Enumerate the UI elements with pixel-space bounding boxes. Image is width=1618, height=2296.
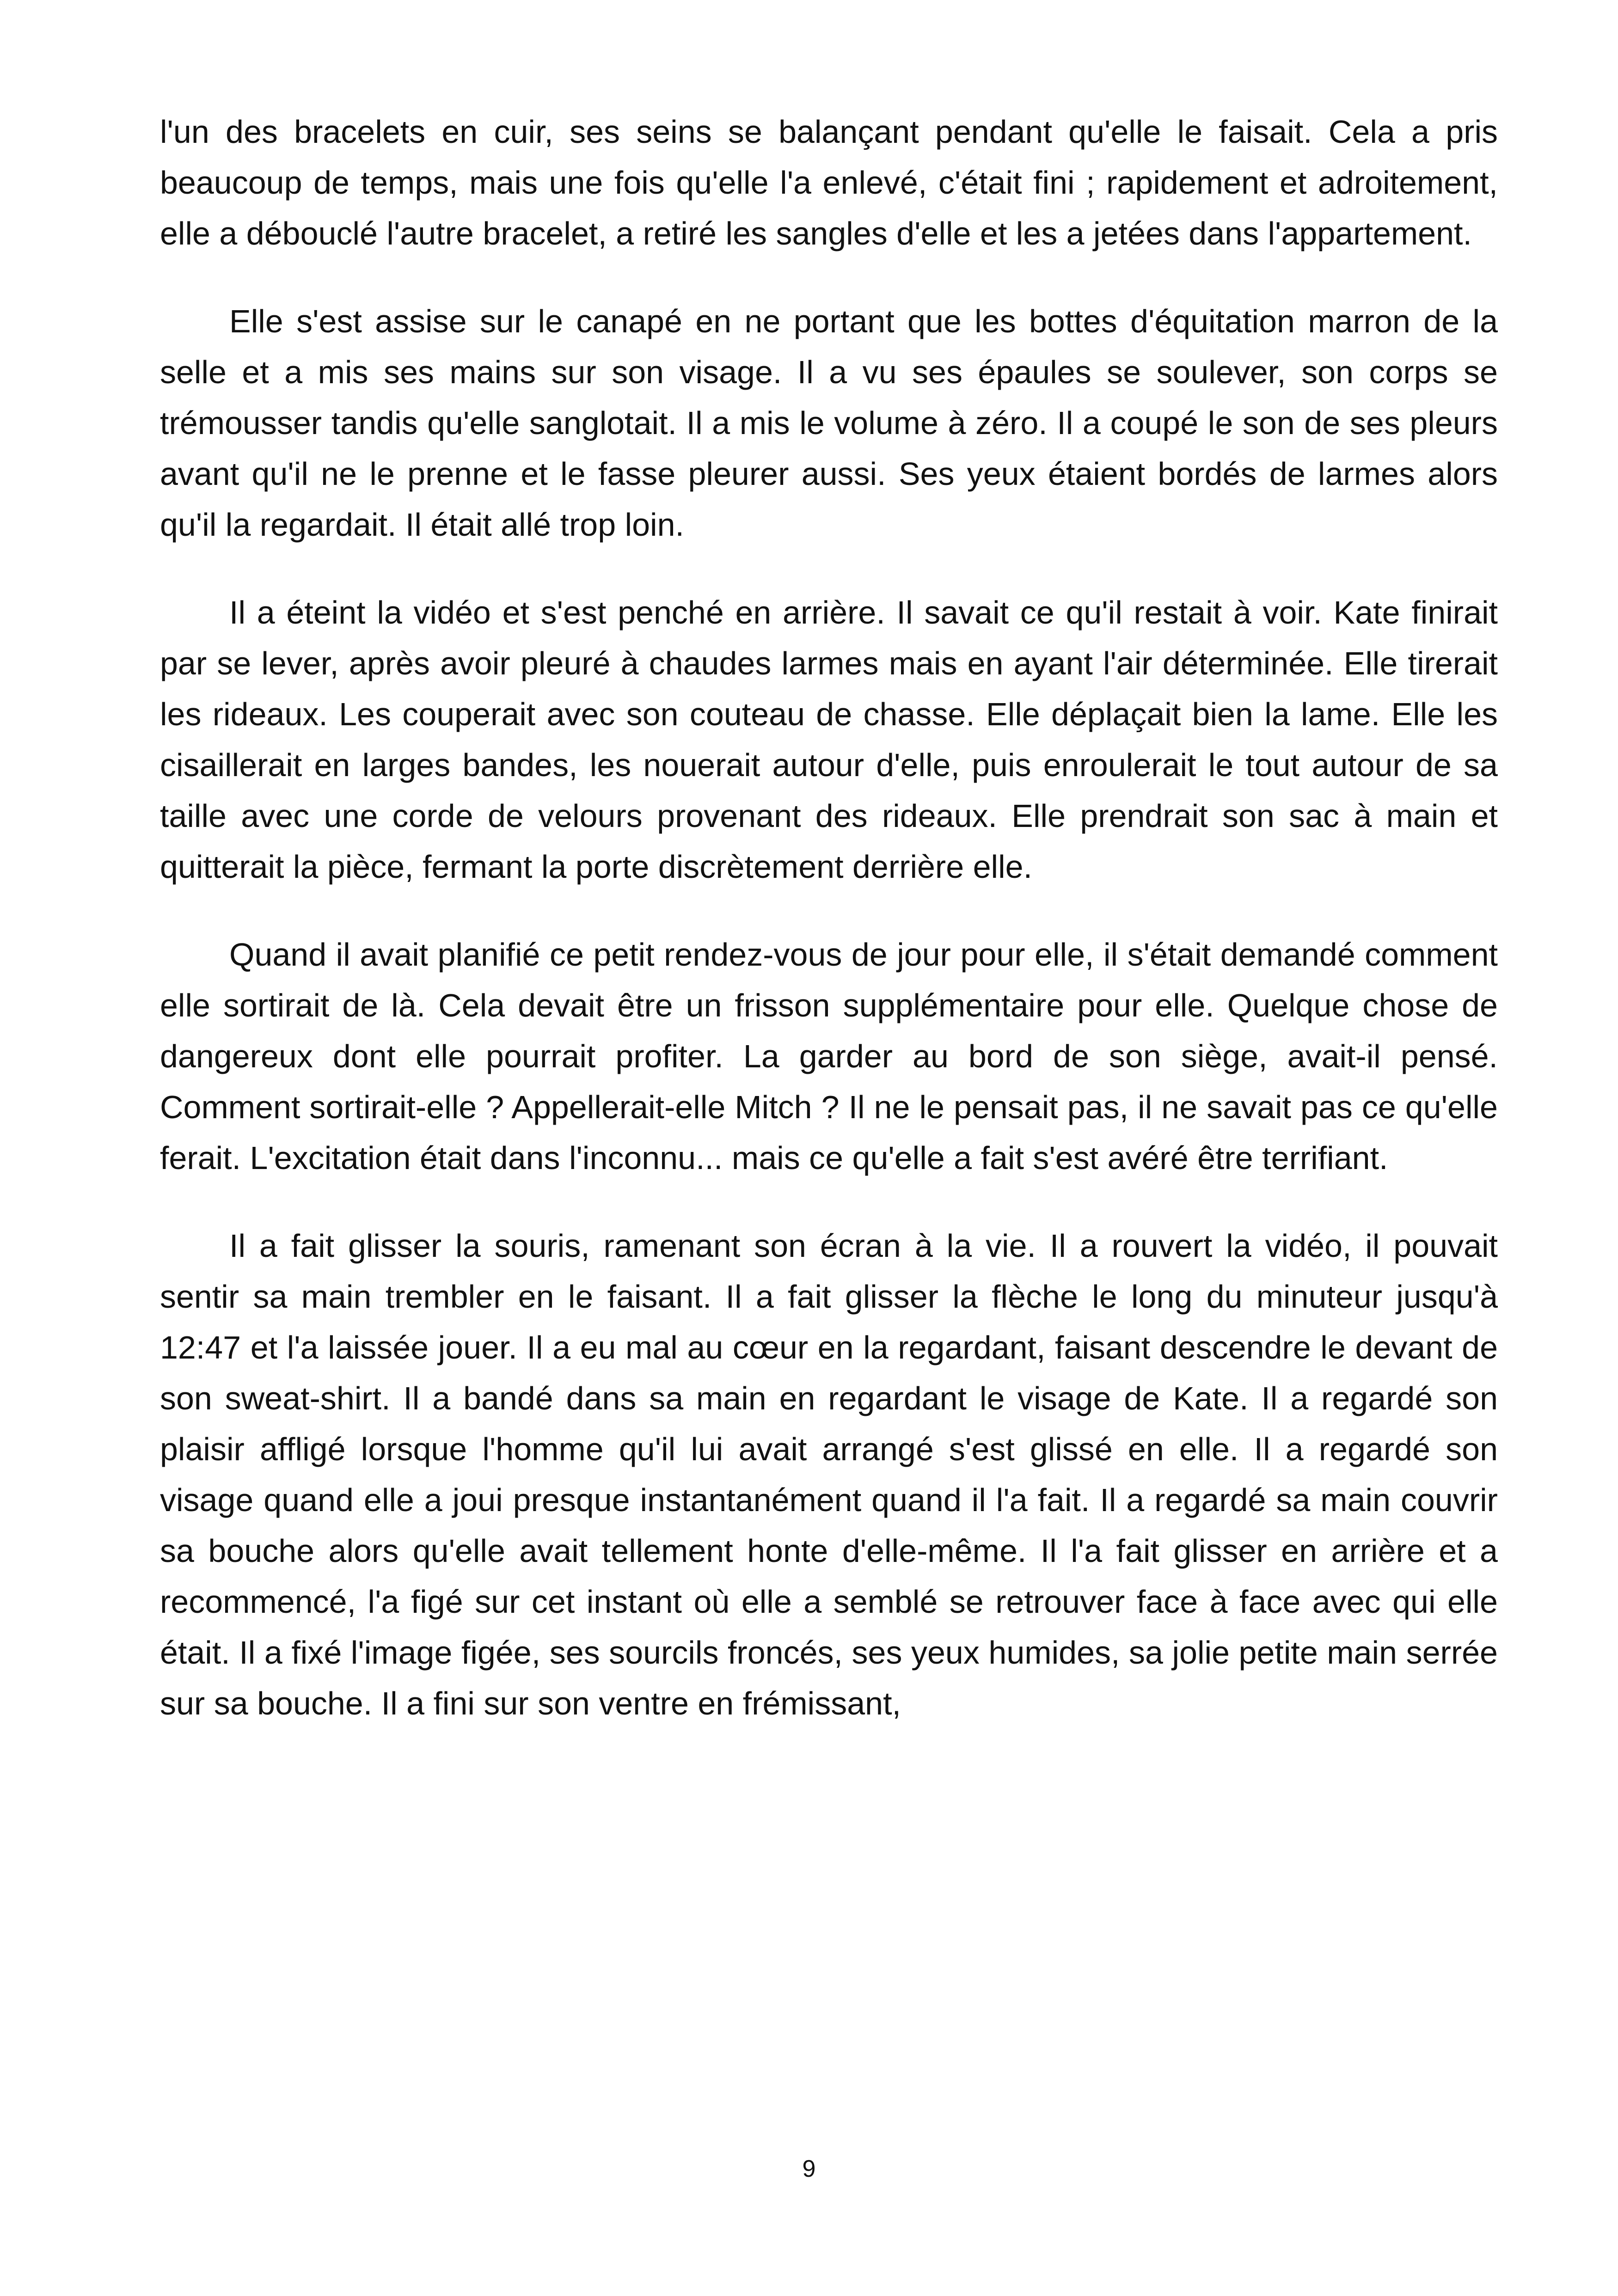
page-number: 9 xyxy=(802,2155,816,2182)
paragraph-1: l'un des bracelets en cuir, ses seins se balançant pendant qu'elle le faisait. Cela a pris beaucoup de temps, mais une fois qu'elle l'a enlevé, c'était fini ; rapidement et adroitement, elle a débouclé l'autre bracelet, a retiré les sangles d'elle et les a jetées dans l'appartement. xyxy=(160,114,1498,251)
paragraph-4: Quand il avait planifié ce petit rendez-vous de jour pour elle, il s'était demandé comment elle sortirait de là. Cela devait être un frisson supplémentaire pour elle. Quelque chose de dangereux dont elle pourrait profiter. La garder au bord de son siège, avait-il pensé. Comment sortirait-elle ? Appellerait-elle Mitch ? Il ne le pensait pas, il ne savait pas ce qu'elle ferait. L'excitation était dans l'inconnu... mais ce qu'elle a fait s'est avéré être terrifiant. xyxy=(160,937,1498,1176)
body-text xyxy=(160,106,1498,1766)
paragraph-5: Il a fait glisser la souris, ramenant son écran à la vie. Il a rouvert la vidéo, il pouvait sentir sa main trembler en le faisant. Il a fait glisser la flèche le long du minuteur jusqu'à 12:47 et l'a laissée jouer. Il a eu mal au cœur en la regardant, faisant descendre le devant de son sweat-shirt. Il a bandé dans sa main en regardant le visage de Kate. Il a regardé son plaisir affligé lorsque l'homme qu'il lui avait arrangé s'est glissé en elle. Il a regardé son visage quand elle a joui presque instantanément quand il l'a fait. Il a regardé sa main couvrir sa bouche alors qu'elle avait tellement honte d'elle-même. Il l'a fait glisser en arrière et a recommencé, l'a figé sur cet instant où elle a semblé se retrouver face à face avec qui elle était. Il a fixé l'image figée, ses sourcils froncés, ses yeux humides, sa jolie petite main serrée sur sa bouche. Il a fini sur son ventre en frémissant, xyxy=(160,1228,1498,1721)
paragraph-3: Il a éteint la vidéo et s'est penché en arrière. Il savait ce qu'il restait à voir. Kate finirait par se lever, après avoir pleuré à chaudes larmes mais en ayant l'air déterminée. Elle tirerait les rideaux. Les couperait avec son couteau de chasse. Elle déplaçait bien la lame. Elle les cisaillerait en larges bandes, les nouerait autour d'elle, puis enroulerait le tout autour de sa taille avec une corde de velours provenant des rideaux. Elle prendrait son sac à main et quitterait la pièce, fermant la porte discrètement derrière elle. xyxy=(160,594,1498,885)
paragraph-2: Elle s'est assise sur le canapé en ne portant que les bottes d'équitation marron de la selle et a mis ses mains sur son visage. Il a vu ses épaules se soulever, son corps se trémousser tandis qu'elle sanglotait. Il a mis le volume à zéro. Il a coupé le son de ses pleurs avant qu'il ne le prenne et le fasse pleurer aussi. Ses yeux étaient bordés de larmes alors qu'il la regardait. Il était allé trop loin. xyxy=(160,303,1498,543)
